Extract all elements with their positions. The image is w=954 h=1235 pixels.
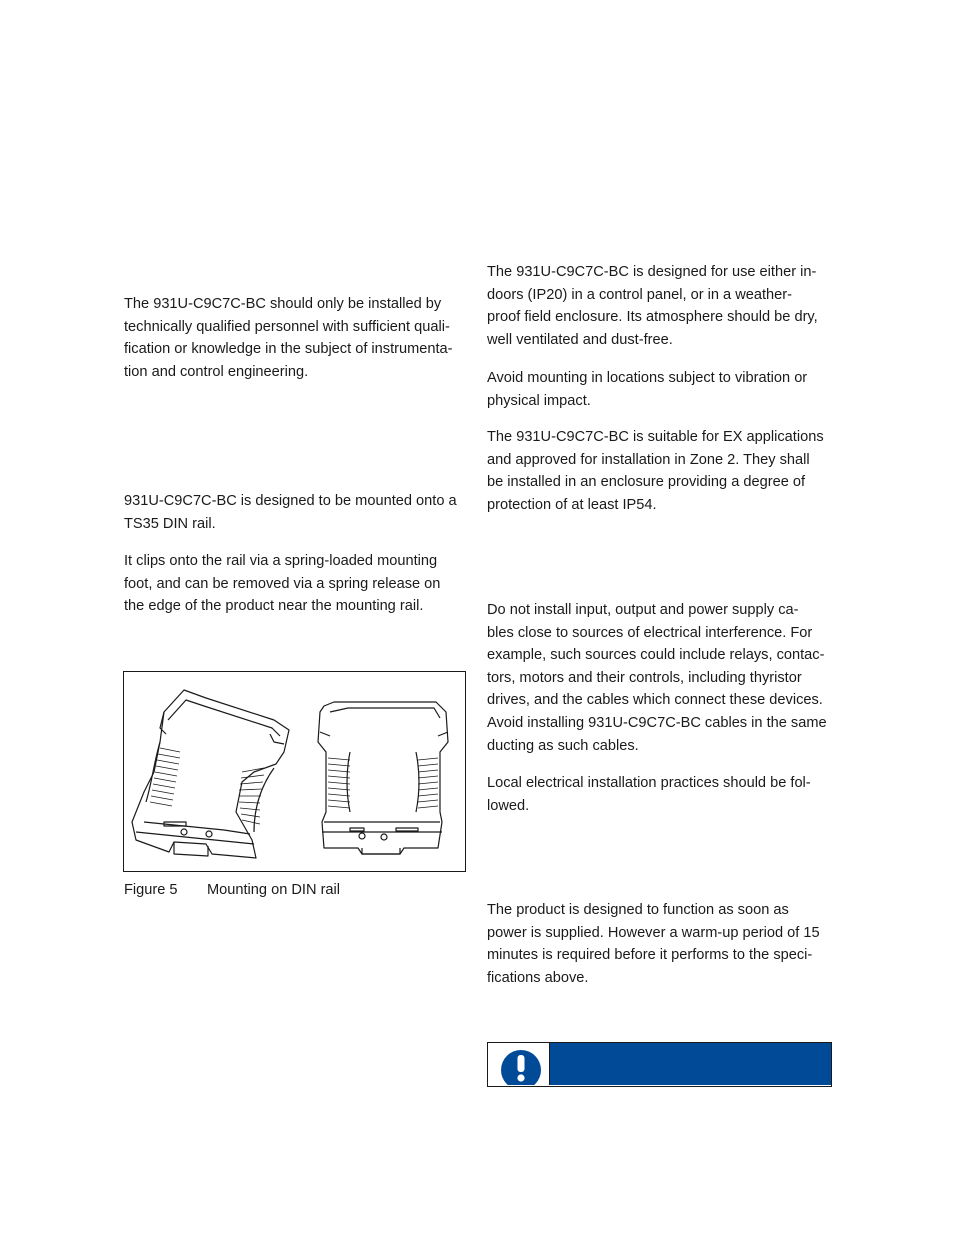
para-personnel: The 931U-C9C7C-BC should only be installed by technically qualified personnel with sufficient quali- fication or knowledge in the subject of instrumenta- tion and control engineering. [124, 296, 453, 380]
figure-number: Figure 5 [124, 882, 178, 898]
notice-banner [487, 1042, 832, 1087]
para-cables: Do not install input, output and power supply ca- bles close to sources of electrical interference. For example, such sources could include relays, contac- tors, motors and their controls, including thyristor drives, and the cables which connect these devices. Avoid installing 931U-C9C7C-BC cables in the same ducting as such cables. [487, 602, 827, 754]
figure-caption [124, 879, 340, 902]
din-rail-module-drawing [124, 672, 467, 873]
para-din-rail: 931U-C9C7C-BC is designed to be mounted onto a TS35 DIN rail. [124, 493, 457, 532]
figure-caption-text: Mounting on DIN rail [207, 882, 341, 898]
notice-icon-cell [488, 1043, 550, 1085]
para-environment: The 931U-C9C7C-BC is designed for use either in- doors (IP20) in a control panel, or in a weather- proof field enclosure. Its atmosphere should be dry, well ventilated and dust-free. [487, 264, 818, 348]
para-ex: The 931U-C9C7C-BC is suitable for EX applications and approved for installation in Zone 2. They shall be installed in an enclosure providing a degree of protection of at least IP54. [487, 429, 824, 513]
figure-din-rail-mounting [123, 671, 466, 872]
para-local: Local electrical installation practices should be fol- lowed. [487, 775, 811, 814]
para-clips: It clips onto the rail via a spring-loaded mounting foot, and can be removed via a spring release on the edge of the product near the mounting rail. [124, 553, 441, 615]
para-vibration: Avoid mounting in locations subject to vibration or physical impact. [487, 370, 808, 409]
notice-bar [550, 1043, 831, 1085]
para-warmup: The product is designed to function as soon as power is supplied. However a warm-up period of 15 minutes is required before it performs to the speci- fications above. [487, 902, 820, 986]
exclamation-icon [488, 1043, 548, 1085]
